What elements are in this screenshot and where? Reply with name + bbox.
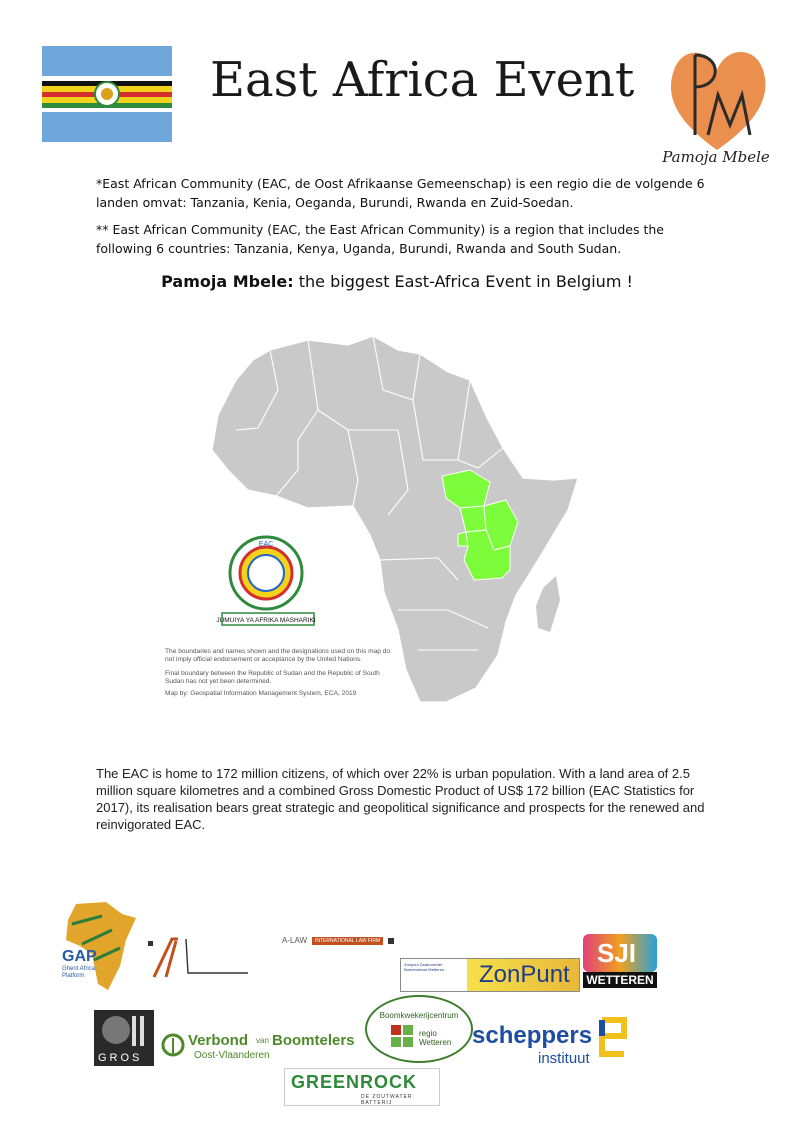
greenrock-logo bbox=[284, 1068, 440, 1106]
gap-logo-main: GAP bbox=[62, 948, 97, 965]
greenrock-logo-sub: DE ZOUTWATER BATTERIJ bbox=[361, 1094, 413, 1106]
sji-wetteren-logo bbox=[583, 934, 657, 990]
al-mark-icon bbox=[148, 935, 250, 979]
scheppers-logo-main: scheppers bbox=[472, 1022, 593, 1049]
sji-logo-bottom: WETTEREN bbox=[583, 972, 657, 988]
zonpunt-logo bbox=[400, 958, 580, 992]
sji-logo-top: SJI bbox=[597, 938, 637, 968]
alaw-logo-text: A-LAW bbox=[282, 936, 308, 945]
madagascar bbox=[536, 576, 560, 632]
page-title: East Africa Event bbox=[210, 52, 635, 108]
verbond-logo-van: van bbox=[256, 1036, 269, 1045]
eac-emblem-monogram: EAC bbox=[258, 541, 274, 548]
zonpunt-logo-text: ZonPunt bbox=[479, 961, 570, 988]
verbond-boomtelers-logo bbox=[160, 1028, 360, 1064]
greenrock-logo-text: GREENROCK bbox=[291, 1072, 418, 1092]
verbond-logo-boom: Boomtelers bbox=[272, 1032, 355, 1049]
scheppers-logo-sub: instituut bbox=[538, 1050, 590, 1067]
alaw-square-icon bbox=[388, 938, 394, 944]
eac-emblem-text: JUMUIYA YA AFRIKA MASHARIKI bbox=[216, 617, 316, 624]
boomkwekerijcentrum-logo bbox=[365, 995, 473, 1063]
tree-leaf-icon bbox=[160, 1032, 186, 1060]
gros-logo-text: GROS bbox=[98, 1052, 143, 1064]
gros-emblem-icon bbox=[94, 1010, 154, 1052]
tagline-bold: Pamoja Mbele: bbox=[161, 272, 294, 291]
verbond-logo-sub: Oost-Vlaanderen bbox=[194, 1050, 270, 1061]
intro-english: ** East African Community (EAC, the East African Community) is a region that includes the following 6 countries: Tanzania, Kenya, Uganda, Burundi, Rwanda and South Sudan. bbox=[96, 222, 664, 256]
eac-emblem bbox=[222, 537, 314, 625]
gap-logo bbox=[62, 900, 140, 992]
boomkw-squares-icon bbox=[391, 1025, 415, 1049]
gros-logo bbox=[94, 1010, 154, 1066]
alaw-logo bbox=[282, 936, 398, 952]
gap-logo-sub: Ghent Africa Platform bbox=[62, 966, 96, 979]
alaw-logo-sub: INTERNATIONAL LAW FIRM bbox=[312, 937, 383, 945]
al-logo bbox=[148, 935, 250, 979]
map-note-credit: Map by: Geospatial Information Management System, ECA, 2019 bbox=[165, 690, 357, 697]
map-note-boundaries: The boundaries and names shown and the designations used on this map do not imply official endorsement or acceptance by the United Nations. bbox=[165, 648, 391, 663]
eac-flag-image bbox=[42, 46, 172, 142]
scheppers-s-icon bbox=[598, 1012, 628, 1062]
tagline-rest: the biggest East-Africa Event in Belgium ! bbox=[293, 272, 633, 291]
intro-dutch: *East African Community (EAC, de Oost Afrikaanse Gemeenschap) is een regio die de volgende 6 landen omvat: Tanzania, Kenia, Oeganda, Burundi, Rwanda en Zuid-Soedan. bbox=[96, 176, 705, 210]
zonpunt-small-print: Zonpunt Zaakvoerder Boerenstraat Wetteren bbox=[404, 962, 445, 972]
pamoja-mbele-logo-text: Pamoja Mbele bbox=[662, 148, 770, 166]
boomkw-logo-bottom: regio Wetteren bbox=[419, 1029, 452, 1047]
boomkw-logo-top: Boomkwekerijcentrum bbox=[379, 1011, 459, 1020]
tagline bbox=[90, 272, 704, 291]
map-note-sudan: Final boundary between the Republic of Sudan and the Republic of South Sudan has not yet been determined. bbox=[165, 670, 380, 685]
body-paragraph: The EAC is home to 172 million citizens, of which over 22% is urban population. With a land area of 2.5 million square kilometres and a combined Gross Domestic Product of US$ 172 billion (EAC Statistics for 2017), its realisation bears great strategic and geopolitical significance and prospects for the renewed and reinvigorated EAC. bbox=[96, 766, 705, 832]
verbond-logo-main: Verbond bbox=[188, 1032, 249, 1049]
scheppers-instituut-logo bbox=[472, 1012, 632, 1070]
